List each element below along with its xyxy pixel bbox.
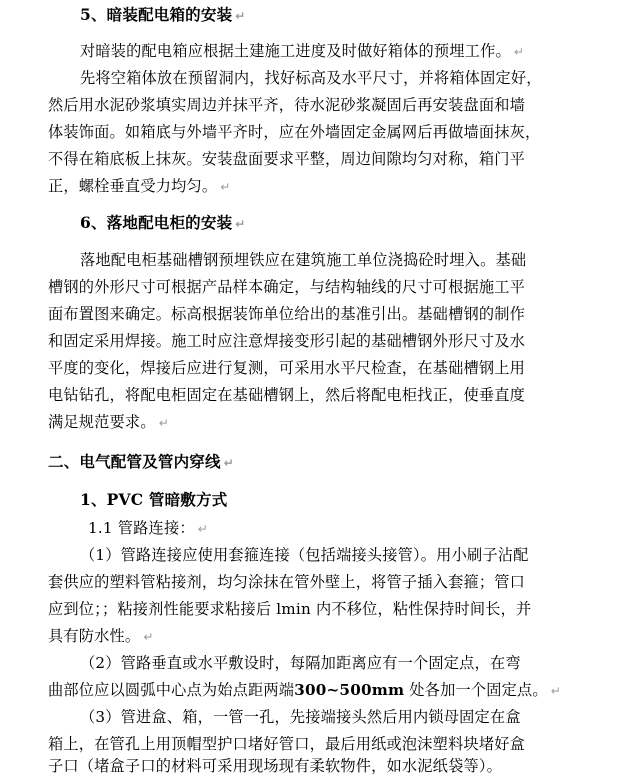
chapter-2-heading-text: 二、电气配管及管内穿线: [48, 452, 221, 471]
paragraph-mark-icon: ↵: [197, 522, 208, 536]
p1-line-4: [48, 626, 154, 647]
paragraph-mark-icon: ↵: [235, 9, 246, 23]
section-6-line-4: [48, 331, 525, 351]
section-5-line-4: [48, 122, 540, 142]
p2-line-2: [48, 680, 561, 701]
section-6-line-3: [48, 304, 525, 324]
section-6-line-5: [48, 358, 525, 378]
text-line: 面布置图来确定。标高根据装饰单位给出的基准引出。基础槽钢的制作: [48, 305, 526, 323]
section-6-line-7: [48, 412, 169, 433]
paragraph-mark-icon: ↵: [223, 456, 234, 470]
text-line: 电钻钻孔，将配电柜固定在基础槽钢上，然后将配电柜找正，使垂直度: [48, 386, 526, 404]
paragraph-mark-icon: ↵: [143, 630, 154, 644]
text-line: 落地配电柜基础槽钢预埋铁应在建筑施工单位浇捣砼时埋入。基础: [80, 251, 527, 269]
section-5-line-3: [48, 95, 525, 115]
paragraph-mark-icon: ↵: [550, 684, 562, 698]
section-5-line-1: [80, 41, 524, 62]
text-line: 体装饰面。如箱底与外墙平齐时，应在外墙固定金属网后再做墙面抹灰，: [48, 123, 541, 141]
text-line: 和固定采用焊接。施工时应注意焊接变形引起的基础槽钢外形尺寸及水: [48, 332, 526, 350]
item-1-1-text: 1.1 管路连接：: [88, 519, 195, 537]
paragraph-mark-icon: ↵: [158, 416, 169, 430]
text-line: 套供应的塑料管粘接剂，均匀涂抹在管外壁上，将管子插入套箍；管口: [48, 573, 526, 591]
text-line: 先将空箱体放在预留洞内，找好标高及水平尺寸，并将箱体固定好，: [80, 69, 542, 87]
text-line: 对暗装的配电箱应根据土建施工进度及时做好箱体的预埋工作。: [80, 42, 511, 60]
text-line: 然后用水泥砂浆填实周边并抹平齐，待水泥砂浆凝固后再安装盘面和墙: [48, 96, 526, 114]
text-line: 箱上，在管孔上用顶帽型护口堵好管口，最后用纸或泡沫塑料块堵好盒: [48, 735, 526, 753]
paragraph-mark-icon: ↵: [220, 180, 231, 194]
paragraph-mark-icon: ↵: [513, 45, 525, 59]
section-6-heading: [80, 213, 246, 234]
p1-line-3: [48, 599, 531, 619]
chapter-2-heading: [48, 452, 234, 473]
text-line: 槽钢的外形尺寸可根据产品样本确定，与结构轴线的尺寸可根据施工平: [48, 278, 526, 296]
section-5-line-6: [48, 176, 231, 197]
section-5-heading: [80, 5, 246, 26]
text-line: 具有防水性。: [48, 627, 141, 645]
text-line: 满足规范要求。: [48, 413, 156, 431]
section-6-line-1: [80, 250, 526, 270]
text-line: 平度的变化，焊接后应进行复测，可采用水平尺检查，在基础槽钢上用: [48, 359, 526, 377]
p2-line-1: [80, 653, 521, 673]
section-6-heading-text: 6、落地配电柜的安装: [80, 213, 233, 232]
section-5-line-2: [80, 68, 542, 88]
text-line: 处各加一个固定点。: [404, 681, 548, 699]
subsection-1-heading-text: 1、PVC 管暗敷方式: [80, 490, 228, 509]
section-5-heading-text: 5、暗装配电箱的安装: [80, 5, 233, 24]
p3-line-3: [48, 756, 502, 776]
subsection-1-heading: [80, 490, 227, 510]
text-line: 不得在箱底板上抹灰。安装盘面要求平整，周边间隙均匀对称，箱门平: [48, 150, 526, 168]
section-6-line-2: [48, 277, 525, 297]
p3-line-1: [80, 707, 521, 727]
section-5-line-5: [48, 149, 525, 169]
text-line: （2）管路垂直或水平敷设时，每隔加距离应有一个固定点，在弯: [80, 654, 521, 672]
p3-line-2: [48, 734, 525, 754]
paragraph-mark-icon: ↵: [235, 217, 246, 231]
text-line: （1）管路连接应使用套箍连接（包括端接头接管）。用小刷子沾配: [80, 546, 529, 564]
text-line: （3）管进盒、箱，一管一孔，先接端接头然后用内锁母固定在盒: [80, 708, 521, 726]
distance-range: 300~500mm: [294, 681, 405, 699]
text-line: 应到位；；粘接剂性能要求粘接后 lmin 内不移位，粘性保持时间长，并: [48, 600, 532, 618]
p1-line-1: [80, 545, 529, 565]
section-6-line-6: [48, 385, 525, 405]
text-line: 正，螺栓垂直受力均匀。: [48, 177, 218, 195]
text-line: 曲部位应以圆弧中心点为始点距两端: [48, 681, 295, 699]
p1-line-2: [48, 572, 525, 592]
item-1-1: [88, 518, 208, 539]
text-line: 子口（堵盒子口的材料可采用现场现有柔软物件，如水泥纸袋等）。: [48, 757, 503, 775]
